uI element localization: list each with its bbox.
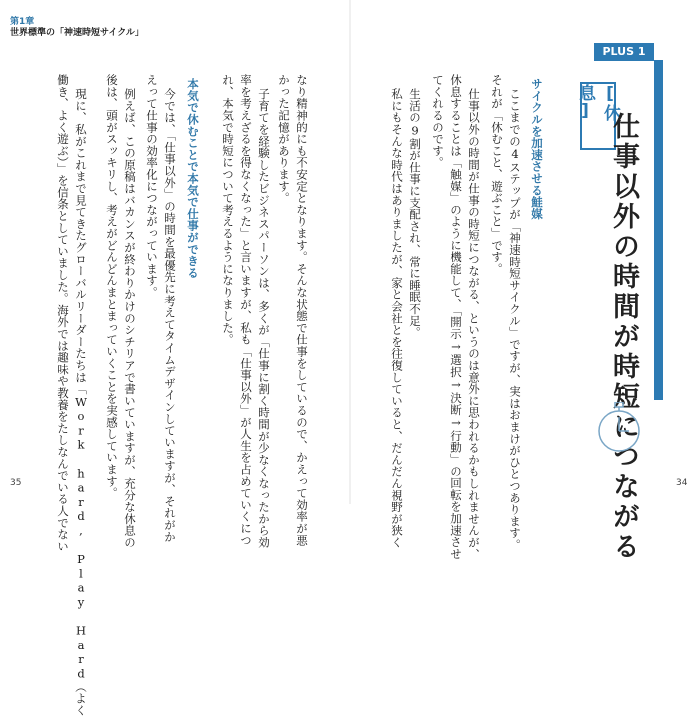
text-line: 休息することは「触媒」のように機能して、「開示→選択→決断→行動」の回転を加速させ	[449, 74, 463, 560]
page-number-left: 35	[10, 478, 22, 488]
text-line: 率を考えざるを得なくなった」と言いますが、私も「仕事以外」が人生を占めていくにつ	[239, 74, 253, 546]
text-line: てくれるのです。	[431, 74, 445, 169]
text-line: えって仕事の効率化につながっています。	[145, 74, 159, 299]
text-line: 生活の9割が仕事に支配され、常に睡眠不足。	[408, 88, 422, 339]
text-line: かった記憶があります。	[277, 74, 291, 204]
section-heading: 本気で休むことで本気で仕事ができる	[186, 78, 200, 279]
stopwatch-icon	[596, 402, 642, 454]
text-line: 仕事以外の時間が仕事の時短につながる、というのは意外に思われるかもしれませんが、	[467, 88, 481, 560]
text-line: 現に、私がこれまで見てきたグローバルリーダーたちは「Work hard, Play Hard（よく	[74, 88, 88, 716]
text-line: 今では、「仕事以外」の時間を最優先に考えてタイムデザインしていますが、それがか	[163, 88, 177, 543]
plus-label: PLUS 1	[594, 43, 654, 61]
text-line: ここまでの4ステップが「神速時短サイクル」ですが、実はおまけがひとつあります。	[508, 88, 522, 551]
text-line: それが「休むこと、遊ぶこと」です。	[490, 74, 504, 275]
page-title: 仕事以外の時間が時短につながる	[608, 112, 639, 562]
section-heading: サイクルを加速させる鮭媒	[530, 78, 544, 220]
accent-bar	[654, 60, 663, 400]
text-line: 後は、頭がスッキリし、考えがどんどんまとまっていくことを実感しています。	[105, 74, 119, 499]
page-gutter	[349, 0, 351, 504]
rest-tag: [休息]	[580, 82, 616, 150]
running-header: 世界標準の「神速時短サイクル」	[10, 28, 144, 38]
page-number-right: 34	[676, 478, 688, 488]
text-line: 私にもそんな時代はありましたが、家と会社とを往復していると、だんだん視野が狭く	[390, 88, 404, 549]
text-line: れ、本気で時短について考えるようになりました。	[221, 74, 235, 346]
text-line: 子育てを経験したビジネスパーソンは、多くが「仕事に割く時間が少なくなったから効	[257, 88, 271, 549]
text-line: なり精神的にも不安定となります。そんな状態で仕事をしているので、かえって効率が悪	[295, 74, 309, 546]
text-line: 例えば、この原稿はバカンスが終わりかけのシチリアで書いていますが、充分な休息の	[123, 88, 137, 549]
chapter-label: 第1章	[10, 17, 35, 27]
text-line: 働き、よく遊ぶ）」を信条としていました。海外では趣味や教養をたしなんでいる人でない	[56, 74, 70, 553]
